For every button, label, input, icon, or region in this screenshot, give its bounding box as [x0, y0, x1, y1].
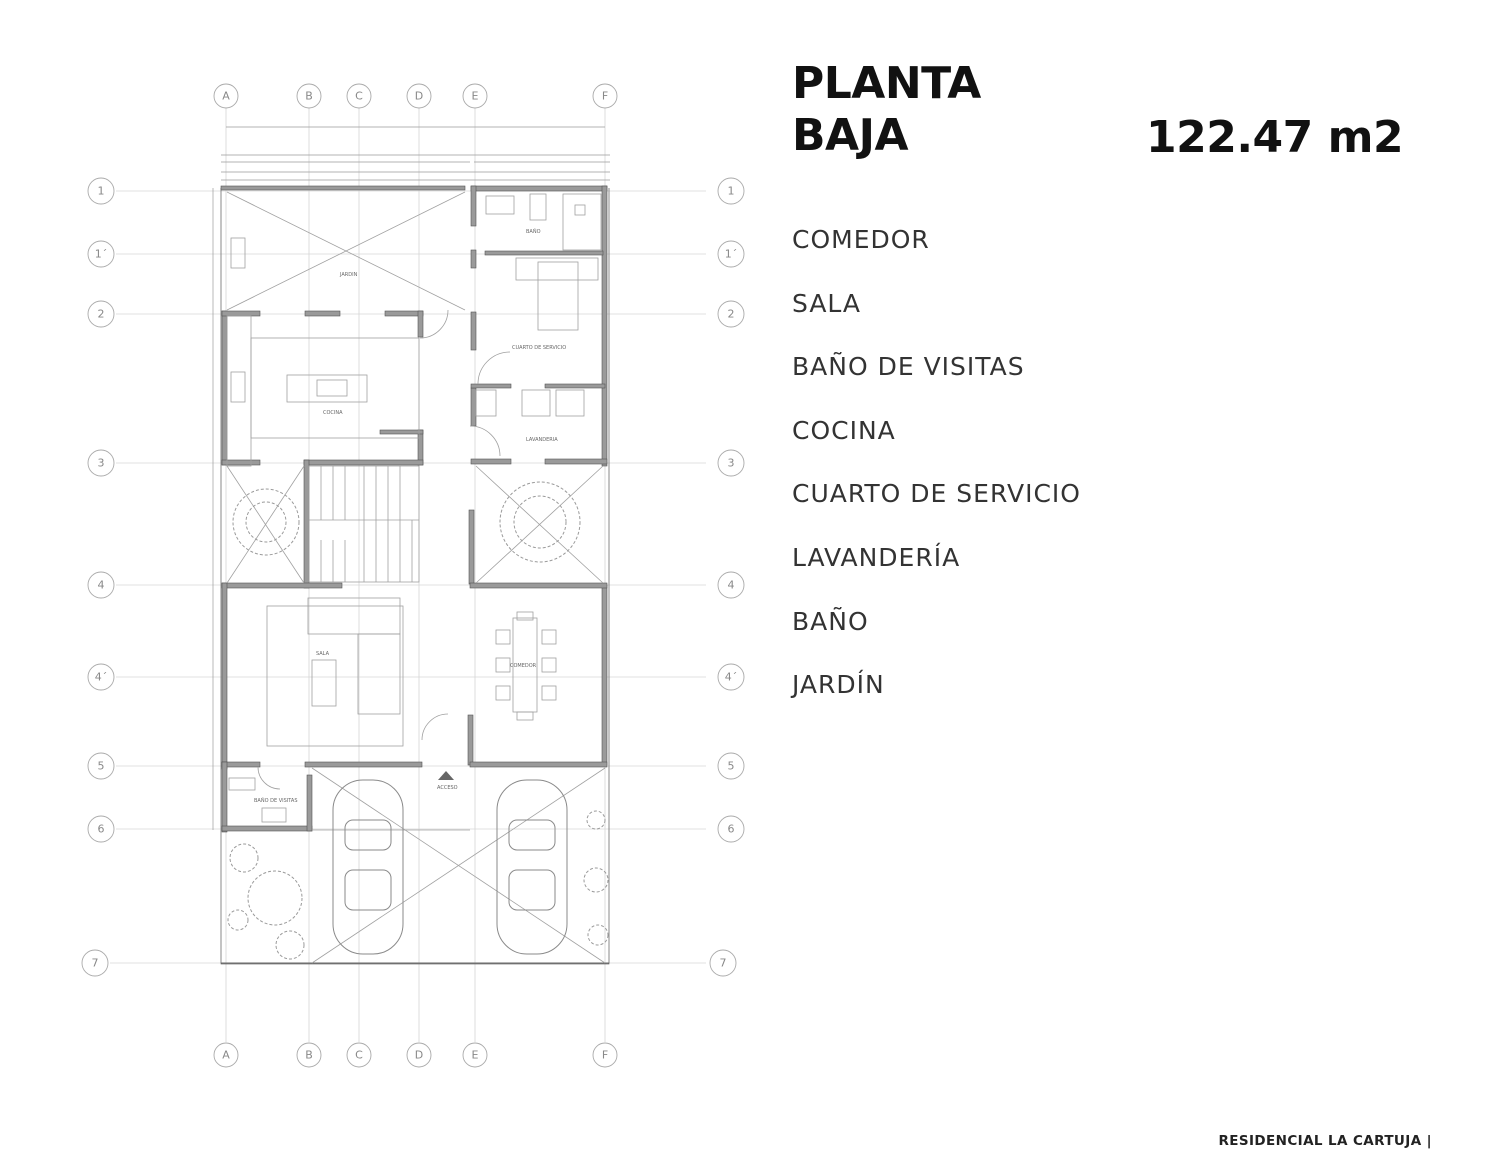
walls	[221, 186, 609, 964]
room-list-item: BAÑO	[792, 606, 869, 636]
footer-project-name: RESIDENCIAL LA CARTUJA |	[1218, 1133, 1432, 1149]
room-label-lavanderia: LAVANDERIA	[526, 437, 558, 443]
sheet-title-line1: PLANTA	[792, 58, 981, 109]
row-axis-markers-left	[82, 178, 114, 976]
dimension-lines	[213, 127, 610, 830]
room-list-item: JARDÍN	[792, 670, 885, 700]
sheet-title	[792, 58, 981, 162]
room-label-cocina: COCINA	[323, 410, 343, 416]
axis-label-row-right: 7	[719, 956, 727, 970]
rooms-list	[792, 208, 1081, 717]
room-label-bano: BAÑO	[526, 229, 541, 235]
axis-label-col-top: D	[414, 89, 424, 103]
room-list-item: LAVANDERÍA	[792, 542, 961, 572]
room-list-item: BAÑO DE VISITAS	[792, 352, 1025, 382]
axis-label-col-top: F	[601, 89, 609, 103]
axis-label-row-left: 4	[97, 578, 105, 592]
floor-area: 122.47 m2	[1146, 112, 1404, 163]
axis-label-col-top: E	[471, 89, 479, 103]
axis-label-row-left: 3	[97, 456, 105, 470]
axis-label-row-left: 6	[97, 822, 105, 836]
axis-label-row-left: 1´	[94, 247, 108, 261]
axis-label-row-left: 1	[97, 184, 105, 198]
room-list-item: COMEDOR	[792, 225, 930, 254]
floor-plan	[0, 0, 760, 1100]
room-label-bano-visitas: BAÑO DE VISITAS	[254, 798, 298, 804]
axis-label-row-right: 1´	[724, 247, 738, 261]
room-label-acceso: ACCESO	[437, 785, 458, 791]
axis-label-row-right: 1	[727, 184, 735, 198]
axis-label-row-right: 3	[727, 456, 735, 470]
axis-label-row-right: 4´	[724, 670, 738, 684]
axis-label-row-left: 7	[91, 956, 99, 970]
axis-label-row-left: 5	[97, 759, 105, 773]
sheet-title-line2: BAJA	[792, 110, 909, 161]
cars	[333, 780, 567, 954]
axis-label-row-right: 2	[727, 307, 735, 321]
grid-lines	[110, 108, 706, 1042]
axis-label-col-bottom: A	[222, 1048, 230, 1062]
axis-label-col-top: B	[305, 89, 313, 103]
room-list-item: SALA	[792, 288, 862, 318]
axis-label-row-left: 4´	[94, 670, 108, 684]
axis-label-row-right: 4	[727, 578, 735, 592]
site-boundary	[221, 188, 609, 963]
room-label-comedor: COMEDOR	[510, 663, 537, 669]
axis-label-col-top: A	[222, 89, 230, 103]
room-list-item: CUARTO DE SERVICIO	[792, 479, 1081, 509]
interior-details	[227, 192, 605, 963]
axis-label-col-top: C	[355, 89, 363, 103]
axis-label-col-bottom: B	[305, 1048, 313, 1062]
access-arrow-icon	[438, 771, 454, 780]
axis-label-row-right: 5	[727, 759, 735, 773]
room-label-jardin: JARDIN	[340, 272, 358, 278]
axis-label-col-bottom: E	[471, 1048, 479, 1062]
room-list-item: COCINA	[792, 415, 896, 445]
axis-label-col-bottom: C	[355, 1048, 363, 1062]
axis-label-col-bottom: D	[414, 1048, 424, 1062]
axis-label-row-right: 6	[727, 822, 735, 836]
axis-label-col-bottom: F	[601, 1048, 609, 1062]
row-axis-markers-right	[710, 178, 744, 976]
room-label-sala: SALA	[316, 651, 330, 657]
room-label-cuarto: CUARTO DE SERVICIO	[512, 345, 567, 351]
axis-label-row-left: 2	[97, 307, 105, 321]
